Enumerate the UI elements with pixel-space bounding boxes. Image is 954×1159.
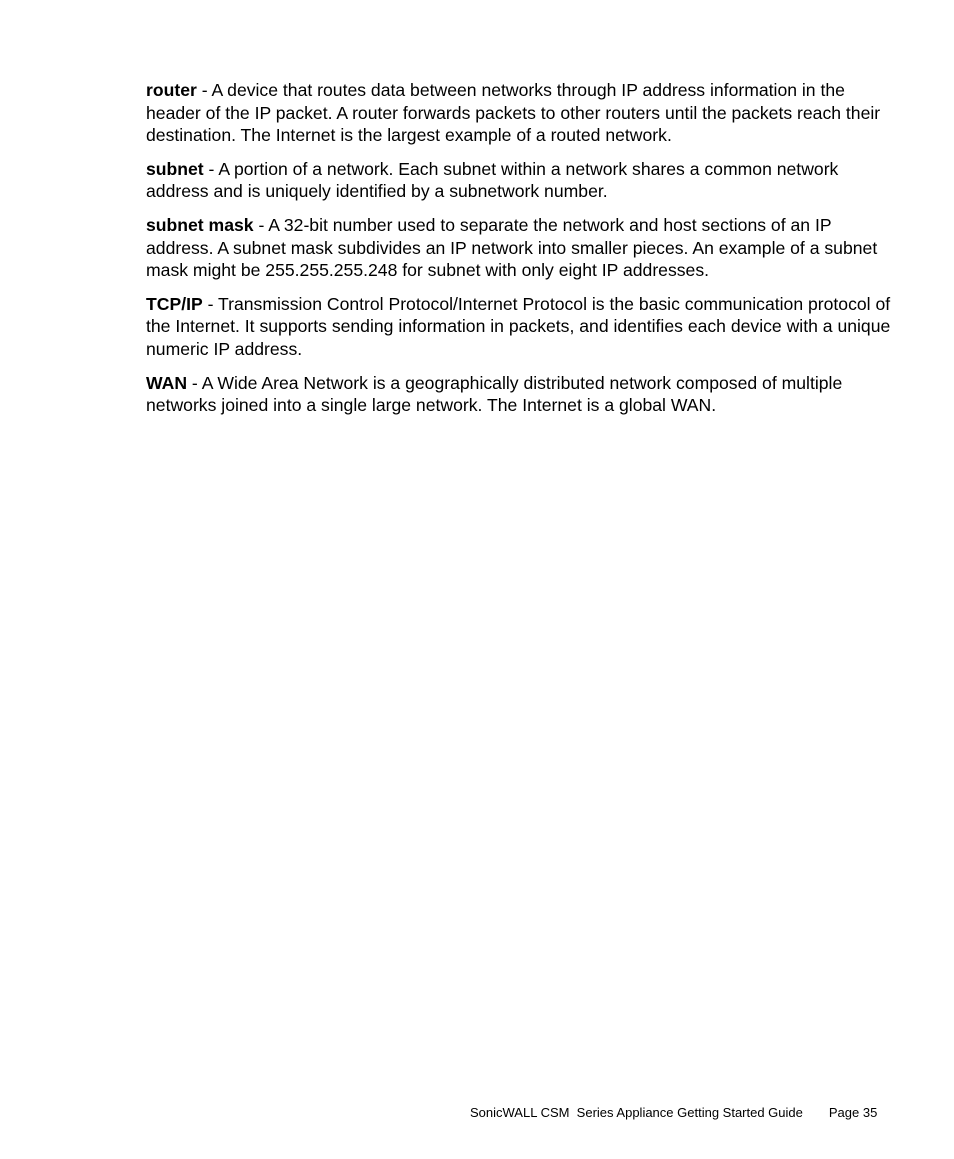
glossary-term: WAN	[146, 372, 188, 393]
glossary-definition: - A portion of a network. Each subnet within a network shares a common network address and is uniquely identified by a subnetwork number.	[146, 158, 839, 202]
glossary-term: router	[146, 80, 197, 100]
page-footer	[470, 1105, 877, 1121]
glossary-entry-tcp-ip	[146, 293, 891, 361]
footer-guide-title: SonicWALL CSM Series Appliance Getting Started Guide	[470, 1105, 803, 1120]
glossary-entry-subnet	[146, 158, 891, 203]
glossary-entry-subnet-mask	[146, 214, 891, 282]
footer-page-number: Page 35	[828, 1105, 878, 1120]
glossary-entry-router	[146, 79, 891, 147]
glossary-section	[146, 79, 891, 428]
glossary-definition: - A 32-bit number used to separate the network and host sections of an IP address. A subnet mask subdivides an IP network into smaller pieces. An example of a subnet mask might be 255.255.255.248 for subnet with only eight IP addresses.	[146, 214, 878, 281]
glossary-term: subnet	[146, 158, 204, 179]
glossary-term: subnet mask	[146, 214, 254, 235]
glossary-term: TCP/IP	[146, 293, 203, 314]
glossary-definition: - Transmission Control Protocol/Internet Protocol is the basic communication protocol of the Internet. It supports sending information in packets, and identifies each device with a unique numeric IP address.	[146, 293, 891, 359]
glossary-definition: - A Wide Area Network is a geographically distributed network composed of multiple networks joined into a single large network. The Internet is a global WAN.	[146, 372, 843, 416]
glossary-definition: - A device that routes data between networks through IP address information in the header of the IP packet. A router forwards packets to other routers until the packets reach their destination. The Internet is the largest example of a routed network.	[146, 80, 881, 146]
glossary-entry-wan	[146, 372, 891, 417]
